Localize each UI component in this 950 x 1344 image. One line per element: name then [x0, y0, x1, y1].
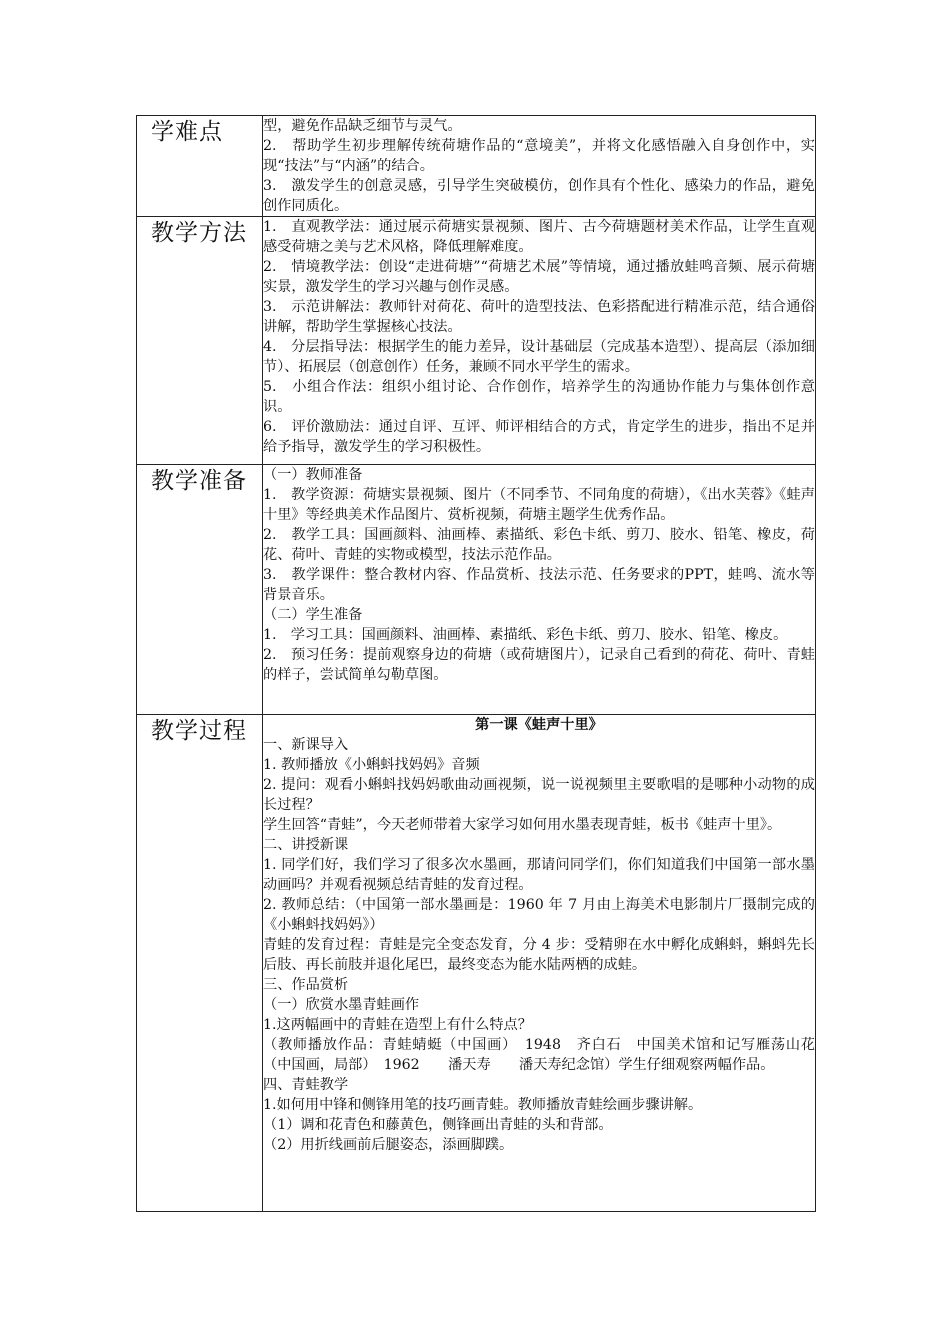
content-line: 三、作品赏析: [263, 977, 349, 993]
table-row: [137, 715, 816, 1212]
content-line: 1. 学习工具：国画颜料、油画棒、素描纸、彩色卡纸、剪刀、胶水、铅笔、橡皮。: [263, 627, 788, 643]
content-line: 1. 教学资源：荷塘实景视频、图片（不同季节、不同角度的荷塘），《出水芙蓉》《蛙声十里》等经典美术作品图片、赏析视频，荷塘主题学生优秀作品。: [263, 487, 815, 523]
table-row: [137, 217, 816, 465]
row-label: 教学准备: [151, 468, 247, 494]
row-label-cell: [137, 465, 263, 715]
content-line: 二、讲授新课: [263, 837, 349, 853]
row-label: 教学过程: [151, 718, 247, 744]
content-line: 2. 情境教学法：创设“走进荷塘”“荷塘艺术展”等情境，通过播放蛙鸣音频、展示荷塘实景，激发学生的学习兴趣与创作灵感。: [263, 259, 815, 295]
lesson-heading: 第一课《蛙声十里》: [475, 717, 603, 733]
row-label: 学难点: [151, 119, 223, 145]
row-label-cell: [137, 217, 263, 465]
table-row: [137, 116, 816, 217]
content-line: 1. 教师播放《小蝌蚪找妈妈》音频: [263, 757, 480, 773]
row-content-cell: [263, 116, 816, 217]
content-line: 1.这两幅画中的青蛙在造型上有什么特点？: [263, 1017, 532, 1033]
content-line: 1.如何用中锋和侧锋用笔的技巧画青蛙。教师播放青蛙绘画步骤讲解。: [263, 1097, 703, 1113]
content-line: （教师播放作品：青蛙蜻蜓（中国画） 1948 齐白石 中国美术馆和记写雁荡山花（中国画，局部） 1962 潘天寿 潘天寿纪念馆）学生仔细观察两幅作品。: [263, 1037, 815, 1073]
content-line: 四、青蛙教学: [263, 1077, 349, 1093]
content-line: 学生回答“青蛙”，今天老师带着大家学习如何用水墨表现青蛙，板书《蛙声十里》。: [263, 817, 782, 833]
content-line: 3. 示范讲解法：教师针对荷花、荷叶的造型技法、色彩搭配进行精准示范，结合通俗讲解，帮助学生掌握核心技法。: [263, 299, 815, 335]
row-content-cell: [263, 465, 816, 715]
row-content-cell: [263, 217, 816, 465]
content-line: （2）用折线画前后腿姿态，添画脚蹼。: [263, 1137, 514, 1153]
row-label: 教学方法: [151, 220, 247, 246]
content-line: 青蛙的发育过程：青蛙是完全变态发育，分 4 步：受精卵在水中孵化成蝌蚪，蝌蚪先长后肢、再长前肢并退化尾巴，最终变态为能水陆两栖的成蛙。: [263, 937, 815, 973]
row-content-cell: [263, 715, 816, 1212]
content-line: 6. 评价激励法：通过自评、互评、师评相结合的方式，肯定学生的进步，指出不足并给予指导，激发学生的学习积极性。: [263, 419, 815, 455]
content-line: 2. 教师总结：（中国第一部水墨画是：1960 年 7 月由上海美术电影制片厂摄制完成的《小蝌蚪找妈妈》）: [263, 897, 815, 933]
content-line: 5. 小组合作法：组织小组讨论、合作创作，培养学生的沟通协作能力与集体创作意识。: [263, 379, 815, 415]
table-row: [137, 465, 816, 715]
content-line: 2. 提问：观看小蝌蚪找妈妈歌曲动画视频，说一说视频里主要歌唱的是哪种小动物的成长过程？: [263, 777, 815, 813]
content-line: 一、新课导入: [263, 737, 349, 753]
content-line: 2. 预习任务：提前观察身边的荷塘（或荷塘图片），记录自己看到的荷花、荷叶、青蛙的样子，尝试简单勾勒草图。: [263, 647, 815, 683]
content-line: （1）调和花青色和藤黄色，侧锋画出青蛙的头和背部。: [263, 1117, 613, 1133]
content-line: 1. 直观教学法：通过展示荷塘实景视频、图片、古今荷塘题材美术作品，让学生直观感受荷塘之美与艺术风格，降低理解难度。: [263, 219, 815, 255]
content-line: 2. 教学工具：国画颜料、油画棒、素描纸、彩色卡纸、剪刀、胶水、铅笔、橡皮，荷花、荷叶、青蛙的实物或模型，技法示范作品。: [263, 527, 815, 563]
content-line: 4. 分层指导法：根据学生的能力差异，设计基础层（完成基本造型）、提高层（添加细节）、拓展层（创意创作）任务，兼顾不同水平学生的需求。: [263, 339, 815, 375]
content-line: （一）欣赏水墨青蛙画作: [263, 997, 420, 1013]
row-label-cell: [137, 715, 263, 1212]
lesson-plan-table: [136, 115, 816, 1212]
content-line: 1. 同学们好，我们学习了很多次水墨画，那请问同学们，你们知道我们中国第一部水墨动画吗？并观看视频总结青蛙的发育过程。: [263, 857, 815, 893]
content-line: （一）教师准备: [263, 467, 363, 483]
row-label-cell: [137, 116, 263, 217]
content-line: 3. 激发学生的创意灵感，引导学生突破模仿，创作具有个性化、感染力的作品，避免创作同质化。: [263, 178, 815, 214]
content-line: （二）学生准备: [263, 607, 363, 623]
content-line: 2. 帮助学生初步理解传统荷塘作品的“意境美”，并将文化感悟融入自身创作中，实现“技法”与“内涵”的结合。: [263, 138, 815, 174]
content-line: 型，避免作品缺乏细节与灵气。: [263, 118, 462, 134]
content-line: 3. 教学课件：整合教材内容、作品赏析、技法示范、任务要求的PPT，蛙鸣、流水等背景音乐。: [263, 567, 815, 603]
